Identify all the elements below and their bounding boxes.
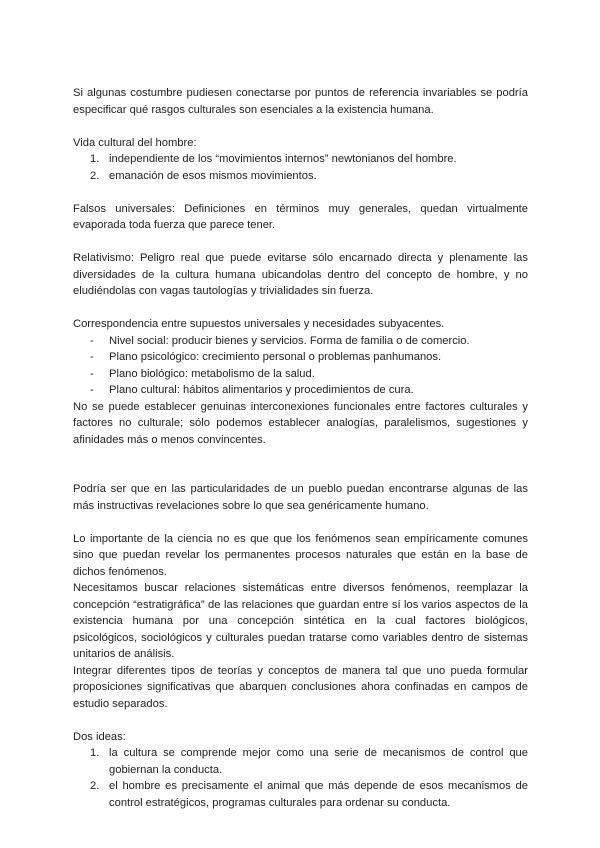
correspondencia-list <box>73 333 528 399</box>
list-item <box>73 366 528 383</box>
list-item-text: la cultura se comprende mejor como una serie de mecanismos de control que gobiernan la conducta. <box>109 747 528 776</box>
correspondencia-title: Correspondencia entre supuestos universales y necesidades subyacentes. <box>73 318 445 330</box>
list-marker: - <box>90 384 94 396</box>
list-item <box>73 151 528 168</box>
paragraph-falsos-universales: Falsos universales: Definiciones en términos muy generales, quedan virtualmente evaporada toda fuerza que parece tener. <box>73 202 528 231</box>
list-marker: - <box>90 351 94 363</box>
list-marker: 1. <box>90 747 100 759</box>
dos-ideas-title: Dos ideas: <box>73 730 126 743</box>
paragraph-podria: Podría ser que en las particularidades de un pueblo puedan encontrarse algunas de las más instructivas revelaciones sobre lo que sea genéricamente humano. <box>73 483 528 512</box>
list-item-text: Plano cultural: hábitos alimentarios y procedimientos de cura. <box>109 384 414 396</box>
document-body <box>73 85 528 811</box>
list-item-text: independiente de los “movimientos internos” newtonianos del hombre. <box>109 153 457 165</box>
paragraph-integrar: Integrar diferentes tipos de teorías y conceptos de manera tal que uno pueda formular proposiciones significativas que abarquen conclusiones ahora confinadas en campos de estudio separados. <box>73 664 528 710</box>
paragraph-relativismo: Relativismo: Peligro real que puede evitarse sólo encarnado directa y plenamente las diversidades de la cultura humana ubicandolas dentro del concepto de hombre, y no eludiéndolas con vagas tautologías y trivialidades sin fuerza. <box>73 252 528 297</box>
list-marker: - <box>90 334 94 347</box>
list-item-text: Nivel social: producir bienes y servicios. Forma de familia o de comercio. <box>109 334 470 347</box>
list-marker: - <box>90 367 94 380</box>
paragraph-costumbre: Si algunas costumbre pudiesen conectarse por puntos de referencia invariables se podría especificar qué rasgos culturales son esenciales a la existencia humana. <box>73 87 528 116</box>
vida-cultural-title: Vida cultural del hombre: <box>73 136 197 149</box>
list-item <box>73 349 528 366</box>
list-marker: 2. <box>90 780 100 792</box>
list-item <box>73 778 528 811</box>
paragraph-no-se-puede: No se puede establecer genuinas interconexiones funcionales entre factores culturales y factores no culturale; sólo podemos establecer analogías, paralelismos, sugestiones y afinidades más o menos convincentes. <box>73 400 528 446</box>
paragraph-necesitamos: Necesitamos buscar relaciones sistemáticas entre diversos fenómenos, reemplazar la concepción “estratigráfica” de las relaciones que guardan entre sí los varios aspectos de la existencia humana por una concepción sintética en la cual factores biológicos, psicológicos, sociológicos y culturales puedan tratarse como variables dentro de sistemas unitarios de análisis. <box>73 582 528 660</box>
list-item <box>73 382 528 399</box>
list-item <box>73 168 528 185</box>
vida-cultural-list <box>73 151 528 184</box>
list-item <box>73 333 528 350</box>
list-item-text: el hombre es precisamente el animal que más depende de esos mecanismos de control estratégicos, programas culturales para ordenar su conducta. <box>109 780 528 809</box>
list-marker: 1. <box>90 153 100 165</box>
list-marker: 2. <box>90 169 100 182</box>
dos-ideas-list <box>73 745 528 811</box>
list-item-text: Plano psicológico: crecimiento personal o problemas panhumanos. <box>109 351 442 363</box>
list-item <box>73 745 528 778</box>
list-item-text: emanación de esos mismos movimientos. <box>109 169 317 182</box>
list-item-text: Plano biológico: metabolismo de la salud. <box>109 367 315 380</box>
paragraph-importante: Lo importante de la ciencia no es que que los fenómenos sean empíricamente comunes sino que puedan revelar los permanentes procesos naturales que están en la base de dichos fenómenos. <box>73 532 528 578</box>
